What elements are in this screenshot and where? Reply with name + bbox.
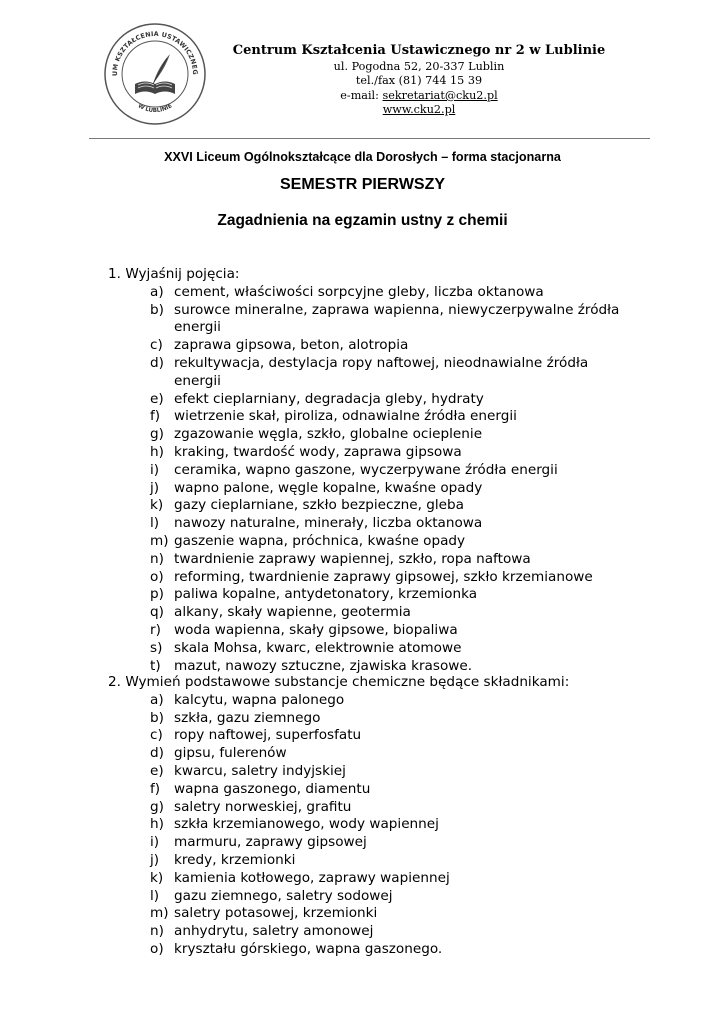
- item-text: marmuru, zaprawy gipsowej: [174, 834, 367, 851]
- list-item: [108, 640, 620, 658]
- item-letter: t): [150, 657, 161, 674]
- list-item: [108, 710, 620, 728]
- item-letter: k): [150, 869, 164, 886]
- item-letter: o): [150, 940, 164, 957]
- item-text: gazy cieplarniane, szkło bezpieczne, gleba: [174, 497, 464, 514]
- list-item: [108, 551, 620, 569]
- email-link[interactable]: sekretariat@cku2.pl: [382, 88, 498, 102]
- list-item: [108, 852, 620, 870]
- item-text: ceramika, wapno gaszone, wyczerpywane źródła energii: [174, 461, 558, 478]
- item-text: kamienia kotłowego, zaprawy wapiennej: [174, 869, 450, 886]
- question-2: [108, 674, 620, 959]
- item-text: kryształu górskiego, wapna gaszonego.: [174, 940, 443, 957]
- list-item: [108, 444, 620, 462]
- list-item: [108, 515, 620, 533]
- item-text: kraking, twardość wody, zaprawa gipsowa: [174, 443, 462, 460]
- page-title: Zagadnienia na egzamin ustny z chemii: [217, 212, 508, 229]
- item-text: gipsu, fulerenów: [174, 745, 287, 762]
- item-letter: l): [150, 887, 160, 904]
- item-text: wapna gaszonego, diamentu: [174, 780, 371, 797]
- item-letter: n): [150, 550, 164, 567]
- institution-address: ul. Pogodna 52, 20-337 Lublin: [333, 60, 505, 73]
- item-text: efekt cieplarniany, degradacja gleby, hydraty: [174, 390, 484, 407]
- item-text: saletry potasowej, krzemionki: [174, 905, 378, 922]
- item-text: zaprawa gipsowa, beton, alotropia: [174, 337, 409, 354]
- item-letter: a): [150, 283, 164, 300]
- list-item: [108, 923, 620, 941]
- question-number: 1.: [108, 266, 121, 282]
- list-item: [108, 763, 620, 781]
- item-letter: c): [150, 337, 163, 354]
- item-letter: f): [150, 780, 161, 797]
- list-item: [108, 745, 620, 763]
- list-item: [108, 781, 620, 799]
- item-letter: b): [150, 709, 164, 726]
- list-item: [108, 284, 620, 302]
- item-text: kwarcu, saletry indyjskiej: [174, 762, 346, 779]
- school-logo: [103, 22, 207, 126]
- item-letter: a): [150, 691, 164, 708]
- item-text: wapno palone, węgle kopalne, kwaśne opady: [174, 479, 483, 496]
- semester-heading: SEMESTR PIERWSZY: [279, 176, 446, 193]
- list-item: [108, 337, 620, 355]
- item-letter: o): [150, 568, 164, 585]
- item-text: szkła krzemianowego, wody wapiennej: [174, 816, 439, 833]
- question-number: 2.: [108, 674, 121, 690]
- item-text: gaszenie wapna, próchnica, kwaśne opady: [174, 532, 466, 549]
- item-letter: r): [150, 621, 161, 638]
- item-text: anhydrytu, saletry amonowej: [174, 923, 374, 940]
- item-text: surowce mineralne, zaprawa wapienna, niewyczerpywalne źródła energii: [174, 301, 620, 336]
- list-item: [108, 604, 620, 622]
- list-item: [108, 497, 620, 515]
- item-letter: f): [150, 408, 161, 425]
- header-divider: [89, 138, 650, 139]
- list-item: [108, 302, 620, 338]
- item-text: skala Mohsa, kwarc, elektrownie atomowe: [174, 639, 462, 656]
- list-item: [108, 622, 620, 640]
- list-item: [108, 355, 620, 391]
- item-text: reforming, twardnienie zaprawy gipsowej, szkło krzemianowe: [174, 568, 593, 585]
- item-letter: g): [150, 798, 164, 815]
- item-letter: n): [150, 923, 164, 940]
- school-seal-emblem: [103, 22, 207, 126]
- item-letter: h): [150, 443, 164, 460]
- list-item: [108, 391, 620, 409]
- list-item: [108, 799, 620, 817]
- question-heading: [108, 266, 620, 284]
- question-text: Wyjaśnij pojęcia:: [125, 266, 240, 282]
- item-text: paliwa kopalne, antydetonatory, krzemionka: [174, 586, 478, 603]
- item-letter: s): [150, 639, 163, 656]
- list-item: [108, 426, 620, 444]
- item-letter: d): [150, 354, 164, 371]
- item-letter: h): [150, 816, 164, 833]
- item-text: kredy, krzemionki: [174, 851, 296, 868]
- list-item: [108, 569, 620, 587]
- item-letter: p): [150, 586, 164, 603]
- list-item: [108, 816, 620, 834]
- institution-phone: tel./fax (81) 744 15 39: [355, 74, 483, 88]
- question-heading: [108, 674, 620, 692]
- item-text: zgazowanie węgla, szkło, globalne ocieplenie: [174, 426, 483, 443]
- item-text: ropy naftowej, superfosfatu: [174, 727, 362, 744]
- item-letter: k): [150, 497, 164, 514]
- item-text: szkła, gazu ziemnego: [174, 709, 321, 726]
- list-item: [108, 462, 620, 480]
- item-text: nawozy naturalne, minerały, liczba oktanowa: [174, 515, 483, 532]
- question-text: Wymień podstawowe substancje chemiczne będące składnikami:: [125, 674, 570, 690]
- item-text: cement, właściwości sorpcyjne gleby, liczba oktanowa: [174, 283, 544, 300]
- list-item: [108, 408, 620, 426]
- list-item: [108, 941, 620, 959]
- list-item: [108, 727, 620, 745]
- list-item: [108, 905, 620, 923]
- item-letter: j): [150, 479, 160, 496]
- svg-text:CENTRUM KSZTAŁCENIA USTAWICZNE: [103, 22, 199, 76]
- item-text: rekultywacja, destylacja ropy naftowej, nieodnawialne źródła energii: [174, 354, 589, 389]
- item-letter: i): [150, 834, 160, 851]
- list-item: [108, 870, 620, 888]
- website-link[interactable]: www.cku2.pl: [382, 103, 456, 117]
- item-letter: m): [150, 905, 169, 922]
- item-letter: g): [150, 426, 164, 443]
- item-text: kalcytu, wapna palonego: [174, 691, 345, 708]
- item-letter: b): [150, 301, 164, 318]
- list-item: [108, 586, 620, 604]
- item-letter: e): [150, 390, 164, 407]
- item-letter: d): [150, 745, 164, 762]
- list-item: [108, 834, 620, 852]
- item-letter: q): [150, 604, 164, 621]
- item-letter: m): [150, 532, 169, 549]
- question-2-items: [108, 692, 620, 959]
- item-letter: e): [150, 762, 164, 779]
- item-text: mazut, nawozy sztuczne, zjawiska krasowe.: [174, 657, 473, 674]
- item-text: wietrzenie skał, piroliza, odnawialne źródła energii: [174, 408, 517, 425]
- item-letter: l): [150, 515, 160, 532]
- item-letter: i): [150, 461, 160, 478]
- item-text: woda wapienna, skały gipsowe, biopaliwa: [174, 621, 458, 638]
- list-item: [108, 480, 620, 498]
- item-text: gazu ziemnego, saletry sodowej: [174, 887, 393, 904]
- school-line: XXVI Liceum Ogólnokształcące dla Dorosłych – forma stacjonarna: [164, 150, 561, 164]
- seal-ring-top-text: UM KSZTAŁCENIA USTAWICZNEG: [110, 29, 200, 77]
- list-item: [108, 888, 620, 906]
- institution-email-line: [232, 89, 606, 103]
- question-1: [108, 266, 620, 675]
- list-item: [108, 658, 620, 676]
- email-label: e-mail:: [340, 88, 383, 102]
- svg-text:W LUBLINIE: [137, 103, 174, 114]
- institution-name: Centrum Kształcenia Ustawicznego nr 2 w Lublinie: [232, 43, 606, 58]
- item-text: twardnienie zaprawy wapiennej, szkło, ropa naftowa: [174, 550, 531, 567]
- item-text: alkany, skały wapienne, geotermia: [174, 604, 411, 621]
- item-letter: j): [150, 851, 160, 868]
- list-item: [108, 692, 620, 710]
- item-letter: c): [150, 727, 163, 744]
- institution-header: [232, 42, 606, 118]
- question-1-items: [108, 284, 620, 676]
- list-item: [108, 533, 620, 551]
- item-text: saletry norweskiej, grafitu: [174, 798, 352, 815]
- seal-ring-bottom-text: W LUBLINIE: [136, 103, 174, 115]
